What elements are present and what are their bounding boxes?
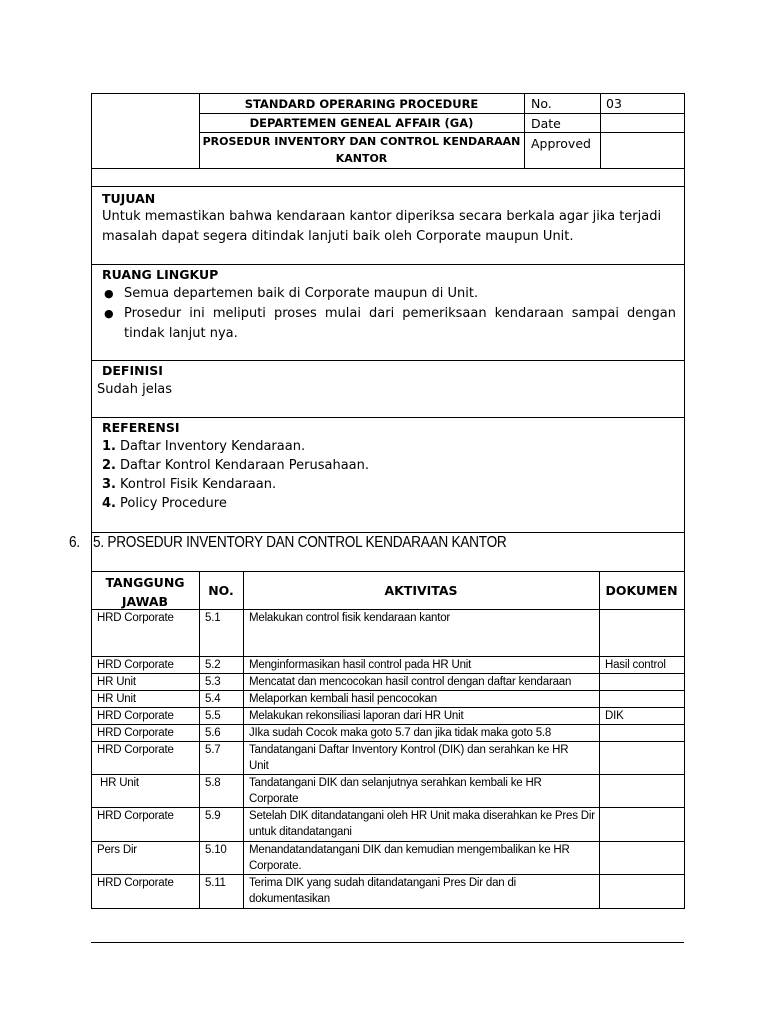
cell-no: 5.6: [205, 727, 221, 739]
referensi-list: [102, 437, 369, 513]
header-tanggung-jawab: [91, 573, 199, 611]
cell-tanggung-jawab: HRD Corporate: [97, 612, 174, 624]
cell-no: 5.4: [205, 693, 221, 705]
list-item: [102, 475, 369, 494]
cell-dokumen: Hasil control: [605, 659, 666, 671]
ref-text: Kontrol Fisik Kendaraan.: [120, 477, 277, 492]
tujuan-line1: Untuk memastikan bahwa kendaraan kantor diperiksa secara berkala agar jika terjadi: [102, 209, 662, 224]
date-label: Date: [531, 116, 561, 131]
ruang-lingkup-item: Semua departemen baik di Corporate maupun di Unit.: [124, 286, 479, 301]
header-aktivitas: AKTIVITAS: [384, 583, 458, 598]
cell-no: 5.7: [205, 744, 221, 756]
procedure-title-line2: KANTOR: [335, 152, 388, 165]
bullet-icon: ●: [104, 287, 114, 300]
cell-aktivitas: Mencatat dan mencocokan hasil control dengan daftar kendaraan: [249, 676, 572, 688]
list-item: [102, 456, 369, 475]
definisi-text: Sudah jelas: [97, 382, 173, 397]
header-dokumen: DOKUMEN: [605, 583, 678, 598]
ref-text: Policy Procedure: [120, 496, 227, 511]
ref-number: 3.: [102, 477, 116, 492]
cell-tanggung-jawab: HRD Corporate: [97, 810, 174, 822]
header-no: NO.: [208, 583, 234, 598]
cell-tanggung-jawab: HRD Corporate: [97, 659, 174, 671]
cell-no: 5.9: [205, 810, 221, 822]
list-item: [102, 284, 676, 304]
approved-label: Approved: [531, 136, 591, 151]
cell-tanggung-jawab: HR Unit: [97, 676, 136, 688]
section-title: 5. PROSEDUR INVENTORY DAN CONTROL KENDARAAN KANTOR: [93, 534, 507, 551]
cell-no: 5.11: [205, 877, 226, 889]
department-title: DEPARTEMEN GENEAL AFFAIR (GA): [249, 116, 474, 130]
ref-number: 4.: [102, 496, 116, 511]
bullet-icon: ●: [104, 307, 114, 320]
ref-number: 2.: [102, 458, 116, 473]
cell-aktivitas: Melakukan rekonsiliasi laporan dari HR Unit: [249, 710, 464, 722]
ref-text: Daftar Kontrol Kendaraan Perusahaan.: [120, 458, 370, 473]
section-number: 6.: [69, 534, 80, 551]
cell-tanggung-jawab: HRD Corporate: [97, 744, 174, 756]
procedure-title-line1: PROSEDUR INVENTORY DAN CONTROL KENDARAAN: [202, 135, 521, 148]
cell-aktivitas: Melakukan control fisik kendaraan kantor: [249, 612, 451, 624]
cell-no: 5.5: [205, 710, 221, 722]
cell-tanggung-jawab: HRD Corporate: [97, 710, 174, 722]
cell-tanggung-jawab: HRD Corporate: [97, 877, 174, 889]
cell-tanggung-jawab: HR Unit: [97, 693, 136, 705]
cell-no: 5.8: [205, 777, 221, 789]
cell-aktivitas: Menandatandatangani DIK dan kemudian mengembalikan ke HR Corporate.: [249, 844, 570, 872]
cell-aktivitas: Tandatangani DIK dan selanjutnya serahkan kembali ke HR Corporate: [249, 777, 542, 805]
no-value: 03: [606, 96, 622, 111]
header-tanggung-line2: JAWAB: [121, 594, 169, 609]
cell-tanggung-jawab: HRD Corporate: [97, 727, 174, 739]
ruang-lingkup-list: [102, 284, 676, 344]
tujuan-title: TUJUAN: [102, 191, 156, 206]
ref-text: Daftar Inventory Kendaraan.: [120, 439, 306, 454]
tujuan-line2: masalah dapat segera ditindak lanjuti baik oleh Corporate maupun Unit.: [102, 229, 574, 244]
cell-aktivitas: Melaporkan kembali hasil pencocokan: [249, 693, 437, 705]
footer-divider: [91, 942, 684, 943]
cell-dokumen: DIK: [605, 710, 624, 722]
cell-aktivitas: Tandatangani Daftar Inventory Kontrol (DIK) dan serahkan ke HR Unit: [249, 744, 569, 772]
no-label: No.: [531, 96, 552, 111]
list-item: [102, 304, 676, 344]
cell-no: 5.2: [205, 659, 221, 671]
list-item: [102, 437, 369, 456]
referensi-title: REFERENSI: [102, 420, 180, 435]
cell-aktivitas: Setelah DIK ditandatangani oleh HR Unit maka diserahkan ke Pres Dir untuk ditandatangani: [249, 810, 595, 838]
cell-tanggung-jawab: Pers Dir: [97, 844, 137, 856]
cell-no: 5.1: [205, 612, 221, 624]
ruang-lingkup-title: RUANG LINGKUP: [102, 267, 219, 282]
cell-aktivitas: Terima DIK yang sudah ditandatangani Pres Dir dan di dokumentasikan: [249, 877, 517, 905]
cell-no: 5.3: [205, 676, 221, 688]
cell-aktivitas: JIka sudah Cocok maka goto 5.7 dan jika tidak maka goto 5.8: [249, 727, 552, 739]
definisi-title: DEFINISI: [102, 363, 163, 378]
ref-number: 1.: [102, 439, 116, 454]
ruang-lingkup-item: Prosedur ini meliputi proses mulai dari pemeriksaan kendaraan sampai dengan tindak lanjut nya.: [124, 306, 676, 341]
list-item: [102, 494, 369, 513]
cell-aktivitas: Menginformasikan hasil control pada HR Unit: [249, 659, 472, 671]
sop-title: STANDARD OPERARING PROCEDURE: [244, 97, 479, 111]
header-tanggung-line1: TANGGUNG: [105, 575, 185, 590]
cell-no: 5.10: [205, 844, 227, 856]
cell-tanggung-jawab: HR Unit: [97, 777, 139, 789]
